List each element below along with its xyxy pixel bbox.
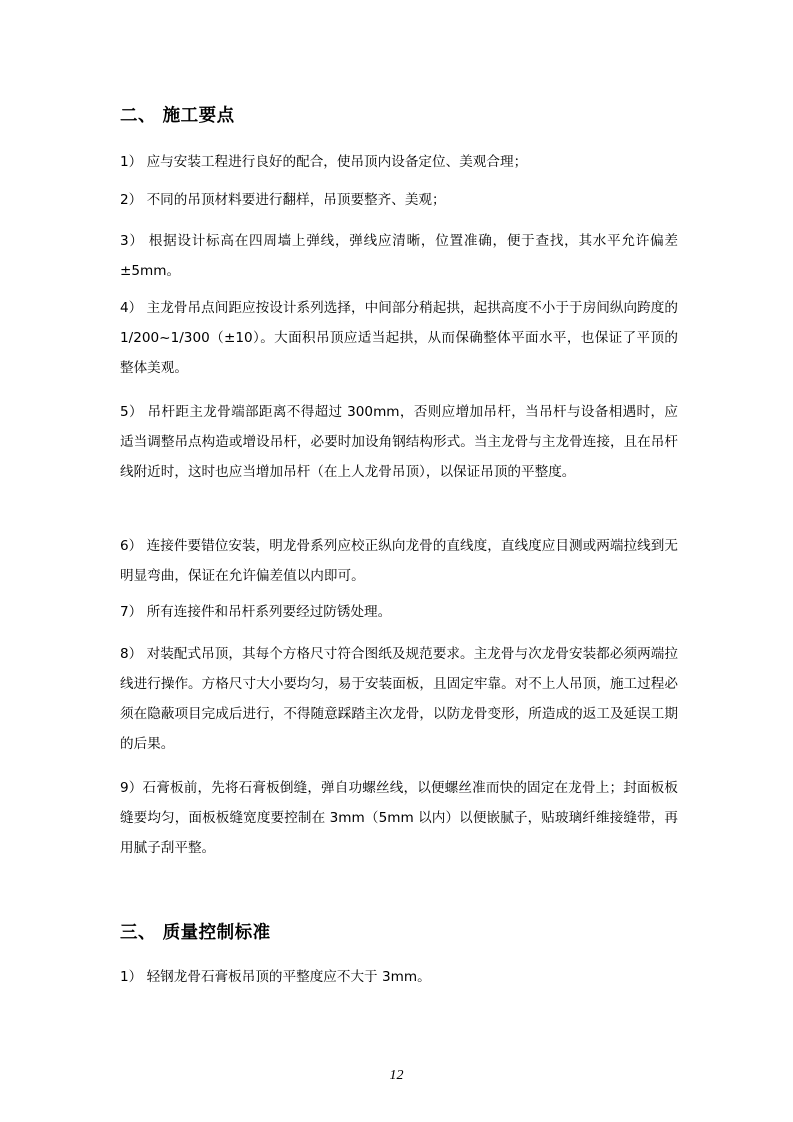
list-item: 5） 吊杆距主龙骨端部距离不得超过 300mm，否则应增加吊杆，当吊杆与设备相遇时，应适当调整吊点构造或增设吊杆，必要时加设角钢结构形式。当主龙骨与主龙骨连接，且在吊杆线附近时，这时也应当增加吊杆（在上人龙骨吊顶），以保证吊顶的平整度。 [120, 404, 678, 480]
list-item: 2） 不同的吊顶材料要进行翻样，吊顶要整齐、美观； [120, 192, 446, 208]
page-number: 12 [389, 1068, 404, 1083]
list-item: 3） 根据设计标高在四周墙上弹线，弹线应清晰，位置准确，便于查找，其水平允许偏差±5mm。 [120, 233, 678, 279]
list-item: 1） 应与安装工程进行良好的配合，使吊顶内设备定位、美观合理； [120, 154, 528, 170]
list-item: 6） 连接件要错位安装，明龙骨系列应校正纵向龙骨的直线度，直线度应目测或两端拉线到无明显弯曲，保证在允许偏差值以内即可。 [120, 538, 678, 584]
section-heading-quality-control: 三、 质量控制标准 [120, 923, 271, 943]
section-heading-construction-points: 二、 施工要点 [120, 106, 235, 126]
list-item: 1） 轻钢龙骨石膏板吊顶的平整度应不大于 3mm。 [120, 969, 431, 985]
list-item: 8） 对装配式吊顶，其每个方格尺寸符合图纸及规范要求。主龙骨与次龙骨安装都必须两端拉线进行操作。方格尺寸大小要均匀，易于安装面板，且固定牢靠。对不上人吊顶，施工过程必须在隐蔽项目完成后进行，不得随意踩踏主次龙骨，以防龙骨变形，所造成的返工及延误工期的后果。 [120, 646, 678, 752]
list-item: 9）石膏板前，先将石膏板倒缝，弹自功螺丝线，以便螺丝准而快的固定在龙骨上；封面板板缝要均匀，面板板缝宽度要控制在 3mm（5mm 以内）以便嵌腻子，贴玻璃纤维接缝带，再用腻子刮平整。 [120, 780, 678, 856]
list-item: 7） 所有连接件和吊杆系列要经过防锈处理。 [120, 604, 392, 620]
list-item: 4） 主龙骨吊点间距应按设计系列选择，中间部分稍起拱，起拱高度不小于于房间纵向跨度的 1/200~1/300（±10）。大面积吊顶应适当起拱，从而保确整体平面水平，也保证了平顶的整体美观。 [120, 300, 678, 376]
